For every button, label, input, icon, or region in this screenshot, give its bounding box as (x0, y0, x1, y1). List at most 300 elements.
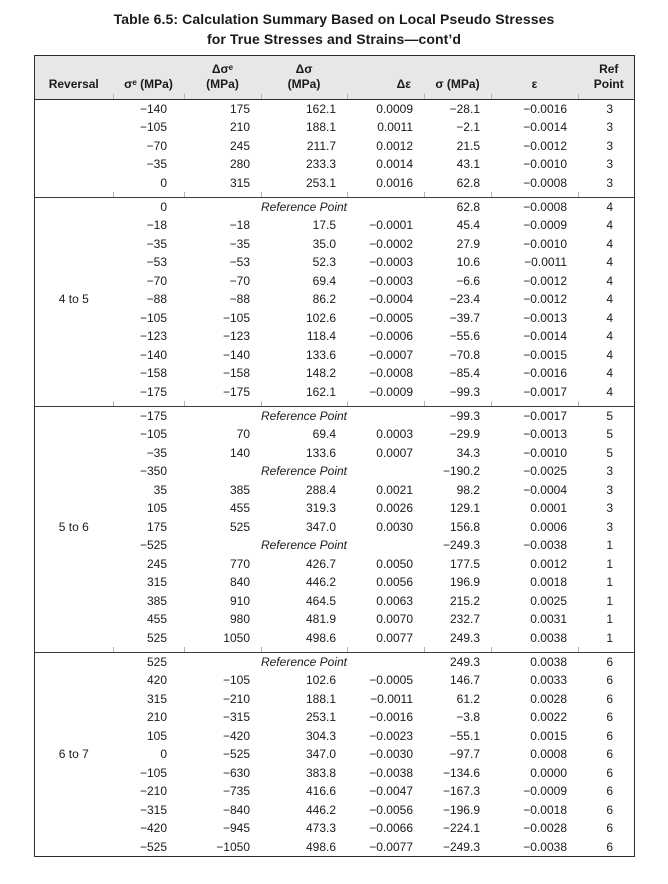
value-cell: 6 (606, 784, 614, 798)
table-row (34, 573, 634, 592)
value-cell: −39.7 (449, 310, 480, 325)
value-cell: −88 (229, 292, 250, 306)
value-cell: −525 (222, 747, 250, 761)
reversal-cell (34, 137, 113, 156)
value-cell: −2.1 (456, 120, 480, 134)
value-cell: −0.0013 (523, 310, 567, 325)
value-cell: 455 (146, 612, 167, 626)
value-cell: 0.0018 (530, 575, 567, 589)
reversal-cell (34, 327, 113, 346)
value-cell: 0.0050 (376, 556, 413, 571)
reversal-cell (34, 708, 113, 727)
value-cell: 133.6 (305, 347, 336, 362)
table-header (34, 56, 634, 100)
reversal-cell: 5 to 6 (58, 519, 89, 534)
table-row (34, 629, 634, 648)
value-cell: 6 (606, 654, 614, 669)
value-cell: 0.0063 (376, 593, 413, 608)
value-cell: 253.1 (305, 710, 336, 724)
table-row (34, 425, 634, 444)
reversal-cell: 6 to 7 (58, 747, 89, 761)
value-cell: −6.6 (456, 273, 480, 288)
reference-point-label: Reference Point (260, 408, 348, 423)
value-cell: 1 (606, 593, 614, 608)
value-cell: −35 (146, 445, 167, 460)
value-cell: −123 (139, 329, 167, 343)
summary-table (34, 55, 635, 857)
table-row (34, 536, 634, 555)
reversal-cell (34, 406, 113, 425)
value-cell: 347.0 (305, 747, 336, 761)
table-row (34, 118, 634, 137)
reversal-cell (34, 425, 113, 444)
value-cell: −97.7 (449, 747, 480, 761)
value-cell: −0.0056 (369, 802, 413, 817)
value-cell: 3 (606, 482, 614, 497)
value-cell: 4 (606, 366, 614, 380)
reversal-cell: 4 to 5 (58, 292, 89, 306)
value-cell: 0.0025 (530, 593, 567, 608)
reversal-cell (34, 782, 113, 801)
value-cell: 232.7 (449, 612, 480, 626)
value-cell: −0.0023 (369, 728, 413, 743)
value-cell: 245 (146, 556, 167, 571)
column-header-delta-stress (261, 56, 347, 95)
value-cell: 347.0 (305, 519, 336, 534)
value-cell: 3 (606, 519, 614, 534)
value-cell: 0.0008 (530, 747, 567, 761)
value-cell: −196.9 (442, 802, 480, 817)
value-cell: 17.5 (312, 218, 336, 232)
value-cell: −249.3 (442, 839, 480, 854)
value-cell: 6 (606, 765, 614, 780)
header-line: Δσ (295, 62, 313, 76)
value-cell: −0.0077 (369, 839, 413, 854)
reversal-cell (34, 555, 113, 574)
table-row (34, 309, 634, 328)
value-cell: 0.0077 (376, 630, 413, 645)
value-cell: −0.0038 (523, 538, 567, 552)
reversal-cell (34, 197, 113, 216)
value-cell: 416.6 (305, 784, 336, 798)
value-cell: 5 (606, 445, 614, 460)
reversal-cell (34, 629, 113, 648)
value-cell: 1 (606, 575, 614, 589)
value-cell: −0.0025 (523, 464, 567, 478)
value-cell: 0.0014 (376, 157, 413, 171)
column-header-strain (491, 56, 578, 95)
reversal-cell (34, 253, 113, 272)
value-cell: −0.0012 (523, 273, 567, 288)
value-cell: −140 (139, 347, 167, 362)
value-cell: 0.0000 (530, 765, 567, 780)
value-cell: 98.2 (456, 482, 480, 497)
reversal-cell (34, 592, 113, 611)
value-cell: −0.0012 (523, 292, 567, 306)
column-header-delta-pseudo-stress (184, 56, 261, 95)
value-cell: 0.0038 (530, 630, 567, 645)
value-cell: 6 (606, 691, 614, 706)
value-cell: −35 (146, 157, 167, 171)
value-cell: −134.6 (442, 765, 480, 780)
value-cell: 70 (236, 427, 250, 441)
value-cell: 473.3 (305, 821, 336, 835)
value-cell: −0.0009 (523, 218, 567, 232)
reversal-cell (34, 838, 113, 857)
value-cell: 210 (146, 710, 167, 724)
value-cell: 0.0038 (530, 654, 567, 669)
value-cell: 4 (606, 218, 614, 232)
value-cell: −88 (146, 292, 167, 306)
value-cell: 61.2 (456, 691, 480, 706)
value-cell: −167.3 (442, 784, 480, 798)
value-cell: −1050 (216, 839, 250, 854)
value-cell: −0.0013 (523, 427, 567, 441)
value-cell: 21.5 (456, 138, 480, 153)
value-cell: −70 (229, 273, 250, 288)
value-cell: −420 (222, 728, 250, 743)
value-cell: 34.3 (456, 445, 480, 460)
value-cell: 0.0015 (530, 728, 567, 743)
value-cell: −0.0010 (523, 157, 567, 171)
value-cell: 464.5 (305, 593, 336, 608)
reversal-cell (34, 690, 113, 709)
value-cell: 45.4 (456, 218, 480, 232)
value-cell: −175 (139, 384, 167, 399)
value-cell: 385 (146, 593, 167, 608)
reversal-cell (34, 481, 113, 500)
value-cell: 0.0009 (376, 101, 413, 116)
value-cell: −53 (229, 255, 250, 269)
value-cell: −0.0016 (523, 101, 567, 116)
value-cell: 249.3 (449, 654, 480, 669)
column-header-stress (424, 56, 491, 95)
value-cell: 210 (229, 120, 250, 134)
table-caption (0, 0, 668, 49)
value-cell: −0.0030 (369, 747, 413, 761)
value-cell: 86.2 (312, 292, 336, 306)
value-cell: 385 (229, 482, 250, 497)
value-cell: −158 (222, 366, 250, 380)
reversal-cell (34, 462, 113, 481)
table-row (34, 99, 634, 118)
value-cell: −55.6 (449, 329, 480, 343)
table-row (34, 782, 634, 801)
value-cell: −99.3 (449, 384, 480, 399)
table-row (34, 499, 634, 518)
reversal-cell (34, 610, 113, 629)
value-cell: −0.0005 (369, 310, 413, 325)
value-cell: 62.8 (456, 175, 480, 190)
value-cell: 245 (229, 138, 250, 153)
value-cell: 840 (229, 575, 250, 589)
reversal-cell (34, 573, 113, 592)
table-row (34, 518, 634, 537)
value-cell: 0.0001 (530, 501, 567, 515)
value-cell: −55.1 (449, 728, 480, 743)
reversal-cell (34, 235, 113, 254)
reference-point-label: Reference Point (260, 538, 348, 552)
value-cell: 980 (229, 612, 250, 626)
value-cell: 253.1 (305, 175, 336, 190)
column-header-pseudo-stress (113, 56, 184, 95)
value-cell: 3 (606, 138, 614, 153)
reversal-cell (34, 444, 113, 463)
table-row (34, 610, 634, 629)
value-cell: 280 (229, 157, 250, 171)
value-cell: −0.0007 (369, 347, 413, 362)
table-row (34, 555, 634, 574)
value-cell: −0.0010 (523, 445, 567, 460)
header-line: Δσᵉ (211, 62, 234, 76)
value-cell: −175 (139, 408, 167, 423)
value-cell: −0.0005 (369, 673, 413, 687)
value-cell: 6 (606, 839, 614, 854)
value-cell: −0.0006 (369, 329, 413, 343)
value-cell: −105 (222, 673, 250, 687)
reversal-cell (34, 174, 113, 193)
value-cell: −105 (139, 120, 167, 134)
value-cell: −0.0012 (523, 138, 567, 153)
value-cell: 215.2 (449, 593, 480, 608)
table-body (34, 99, 634, 857)
value-cell: 52.3 (312, 255, 336, 269)
value-cell: −0.0016 (369, 710, 413, 724)
value-cell: 6 (606, 710, 614, 724)
value-cell: 4 (606, 384, 614, 399)
value-cell: 105 (146, 728, 167, 743)
value-cell: 102.6 (305, 673, 336, 687)
value-cell: −420 (139, 821, 167, 835)
value-cell: 4 (606, 255, 614, 269)
table-row (34, 671, 634, 690)
value-cell: 175 (229, 101, 250, 116)
value-cell: 6 (606, 821, 614, 835)
reference-point-label: Reference Point (260, 464, 348, 478)
reference-point-label: Reference Point (260, 199, 348, 214)
value-cell: 6 (606, 673, 614, 687)
value-cell: 498.6 (305, 839, 336, 854)
value-cell: 6 (606, 802, 614, 817)
value-cell: 3 (606, 120, 614, 134)
table-row (34, 462, 634, 481)
value-cell: −210 (222, 691, 250, 706)
value-cell: 304.3 (305, 728, 336, 743)
value-cell: 3 (606, 464, 614, 478)
value-cell: −18 (229, 218, 250, 232)
table-row (34, 235, 634, 254)
header-line: Point (593, 77, 624, 91)
value-cell: −0.0011 (370, 691, 413, 706)
value-cell: 0 (160, 175, 167, 190)
value-cell: 140 (229, 445, 250, 460)
value-cell: 0.0033 (530, 673, 567, 687)
reversal-cell (34, 272, 113, 291)
value-cell: 43.1 (456, 157, 480, 171)
value-cell: 4 (606, 199, 614, 214)
value-cell: −105 (139, 765, 167, 780)
table-row (34, 652, 634, 671)
value-cell: 35 (153, 482, 167, 497)
value-cell: 69.4 (312, 427, 336, 441)
value-cell: −35 (146, 236, 167, 251)
value-cell: −0.0010 (523, 236, 567, 251)
value-cell: −0.0017 (523, 408, 567, 423)
table-row (34, 592, 634, 611)
value-cell: −0.0018 (523, 802, 567, 817)
value-cell: 498.6 (305, 630, 336, 645)
table-row (34, 764, 634, 783)
value-cell: 196.9 (449, 575, 480, 589)
value-cell: 0.0056 (376, 575, 413, 589)
reversal-cell (34, 652, 113, 671)
reversal-cell (34, 216, 113, 235)
value-cell: −0.0009 (523, 784, 567, 798)
value-cell: 455 (229, 501, 250, 515)
value-cell: −28.1 (449, 101, 480, 116)
value-cell: −0.0004 (523, 482, 567, 497)
header-line: σᵉ (MPa) (124, 77, 173, 91)
column-header-ref-point (578, 56, 634, 95)
value-cell: −0.0015 (523, 347, 567, 362)
reversal-cell (34, 499, 113, 518)
table-row (34, 383, 634, 402)
value-cell: 0.0011 (377, 120, 413, 134)
reversal-cell (34, 364, 113, 383)
value-cell: −0.0001 (369, 218, 413, 232)
value-cell: 129.1 (449, 501, 480, 515)
value-cell: 525 (229, 519, 250, 534)
value-cell: −70 (146, 273, 167, 288)
value-cell: 4 (606, 347, 614, 362)
value-cell: −0.0003 (369, 255, 413, 269)
value-cell: 0.0012 (376, 138, 413, 153)
value-cell: 288.4 (305, 482, 336, 497)
value-cell: −35 (229, 236, 250, 251)
header-line: (MPa) (287, 77, 321, 91)
value-cell: 4 (606, 292, 614, 306)
value-cell: −158 (139, 366, 167, 380)
value-cell: 446.2 (305, 802, 336, 817)
value-cell: −0.0016 (523, 366, 567, 380)
value-cell: −315 (139, 802, 167, 817)
header-line: Ref (599, 62, 619, 76)
table-row (34, 290, 634, 309)
reversal-cell (34, 819, 113, 838)
value-cell: 162.1 (305, 384, 336, 399)
value-cell: −99.3 (449, 408, 480, 423)
value-cell: −0.0008 (369, 366, 413, 380)
reversal-cell (34, 346, 113, 365)
value-cell: 5 (606, 427, 614, 441)
value-cell: −3.8 (456, 710, 480, 724)
table-row (34, 801, 634, 820)
value-cell: 1 (606, 556, 614, 571)
table-row (34, 174, 634, 193)
table-row (34, 444, 634, 463)
value-cell: 27.9 (456, 236, 480, 251)
value-cell: 0.0030 (376, 519, 413, 534)
table-caption-line2: for True Stresses and Strains—cont’d (206, 31, 462, 47)
value-cell: 0.0006 (530, 519, 567, 534)
value-cell: 446.2 (305, 575, 336, 589)
value-cell: 0 (160, 747, 167, 761)
value-cell: 146.7 (449, 673, 480, 687)
reversal-cell (34, 801, 113, 820)
value-cell: −249.3 (442, 538, 480, 552)
value-cell: 1 (606, 538, 614, 552)
value-cell: −210 (139, 784, 167, 798)
value-cell: 481.9 (305, 612, 336, 626)
value-cell: 525 (146, 630, 167, 645)
value-cell: 156.8 (449, 519, 480, 534)
header-row (34, 56, 634, 95)
value-cell: −0.0014 (523, 120, 567, 134)
value-cell: −224.1 (442, 821, 480, 835)
value-cell: 175 (146, 519, 167, 534)
value-cell: 0.0021 (376, 482, 413, 497)
value-cell: −0.0028 (523, 821, 567, 835)
table-row (34, 708, 634, 727)
value-cell: 383.8 (305, 765, 336, 780)
table-row (34, 327, 634, 346)
reversal-cell (34, 536, 113, 555)
table-row (34, 253, 634, 272)
value-cell: 249.3 (449, 630, 480, 645)
reversal-cell (34, 671, 113, 690)
table-row (34, 346, 634, 365)
value-cell: 211.7 (306, 138, 336, 153)
value-cell: 315 (229, 175, 250, 190)
value-cell: 3 (606, 175, 614, 190)
value-cell: 62.8 (456, 199, 480, 214)
value-cell: 0.0016 (376, 175, 413, 190)
value-cell: 5 (606, 408, 614, 423)
value-cell: −0.0047 (369, 784, 413, 798)
value-cell: 10.6 (456, 255, 480, 269)
header-line: (MPa) (206, 77, 239, 91)
value-cell: −0.0066 (369, 821, 413, 835)
value-cell: 118.4 (306, 329, 336, 343)
table-row (34, 819, 634, 838)
value-cell: 525 (146, 654, 167, 669)
value-cell: −945 (222, 821, 250, 835)
value-cell: −0.0008 (523, 199, 567, 214)
value-cell: 105 (146, 501, 167, 515)
reversal-cell (34, 764, 113, 783)
value-cell: −105 (139, 427, 167, 441)
value-cell: −0.0002 (369, 236, 413, 251)
value-cell: 420 (146, 673, 167, 687)
value-cell: 4 (606, 273, 614, 288)
value-cell: −0.0017 (523, 384, 567, 399)
value-cell: 188.1 (305, 120, 336, 134)
reversal-cell (34, 309, 113, 328)
value-cell: −140 (222, 347, 250, 362)
value-cell: 148.2 (305, 366, 336, 380)
table-row (34, 727, 634, 746)
table-row (34, 690, 634, 709)
value-cell: 0 (160, 199, 167, 214)
value-cell: 0.0031 (530, 612, 567, 626)
value-cell: −0.0011 (524, 255, 567, 269)
reference-point-label: Reference Point (260, 654, 348, 669)
value-cell: −0.0038 (369, 765, 413, 780)
value-cell: 102.6 (305, 310, 336, 325)
value-cell: 233.3 (305, 157, 336, 171)
header-line: σ (MPa) (435, 77, 480, 91)
table-row (34, 364, 634, 383)
